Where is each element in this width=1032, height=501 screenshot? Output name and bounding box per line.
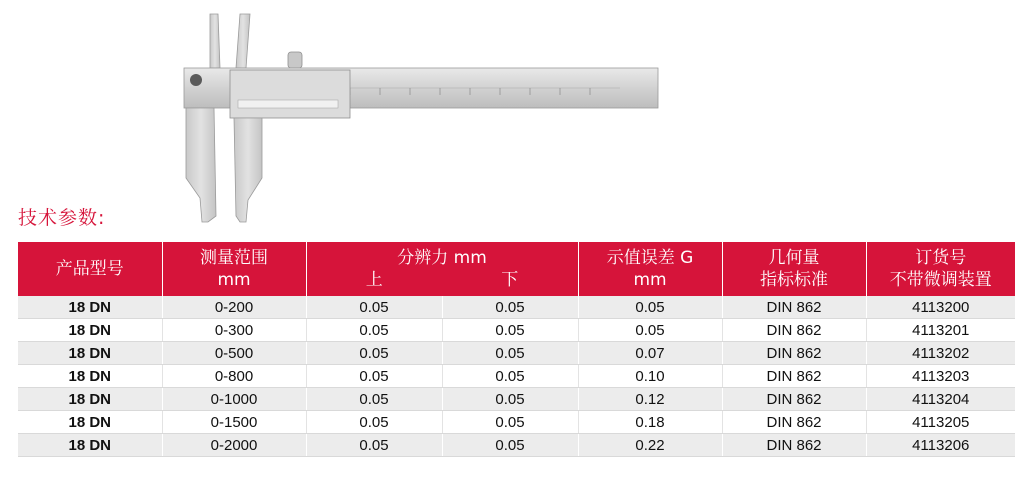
table-row: [18, 411, 1015, 434]
cell-model: 18 DN: [18, 342, 162, 365]
caliper-product-image: [180, 8, 680, 236]
header-standard: 几何量 指标标准: [722, 242, 866, 296]
cell-error: 0.05: [578, 296, 722, 319]
cell-range: 0-500: [162, 342, 306, 365]
cell-res-upper: 0.05: [306, 319, 442, 342]
cell-res-lower: 0.05: [442, 296, 578, 319]
cell-res-lower: 0.05: [442, 342, 578, 365]
header-resolution-lower: 下: [501, 270, 519, 290]
table-row: [18, 388, 1015, 411]
cell-model: 18 DN: [18, 388, 162, 411]
cell-standard: DIN 862: [722, 296, 866, 319]
cell-standard: DIN 862: [722, 342, 866, 365]
cell-standard: DIN 862: [722, 365, 866, 388]
cell-model: 18 DN: [18, 296, 162, 319]
cell-res-upper: 0.05: [306, 434, 442, 457]
header-resolution: 分辨力 mm 上 下: [306, 242, 578, 296]
cell-order: 4113205: [866, 411, 1015, 434]
cell-model: 18 DN: [18, 411, 162, 434]
header-resolution-upper: 上: [365, 270, 383, 290]
cell-res-upper: 0.05: [306, 296, 442, 319]
cell-model: 18 DN: [18, 365, 162, 388]
cell-range: 0-200: [162, 296, 306, 319]
cell-range: 0-1500: [162, 411, 306, 434]
cell-standard: DIN 862: [722, 411, 866, 434]
cell-order: 4113201: [866, 319, 1015, 342]
cell-res-lower: 0.05: [442, 365, 578, 388]
cell-res-lower: 0.05: [442, 388, 578, 411]
table-row: [18, 319, 1015, 342]
cell-res-lower: 0.05: [442, 434, 578, 457]
cell-order: 4113204: [866, 388, 1015, 411]
cell-model: 18 DN: [18, 319, 162, 342]
cell-res-upper: 0.05: [306, 411, 442, 434]
cell-res-upper: 0.05: [306, 388, 442, 411]
cell-range: 0-1000: [162, 388, 306, 411]
cell-res-lower: 0.05: [442, 411, 578, 434]
table-row: [18, 342, 1015, 365]
cell-res-upper: 0.05: [306, 342, 442, 365]
header-range: 测量范围 mm: [162, 242, 306, 296]
cell-res-lower: 0.05: [442, 319, 578, 342]
table-row: [18, 434, 1015, 457]
cell-range: 0-800: [162, 365, 306, 388]
header-model: 产品型号: [18, 242, 162, 296]
cell-order: 4113203: [866, 365, 1015, 388]
cell-standard: DIN 862: [722, 434, 866, 457]
cell-error: 0.18: [578, 411, 722, 434]
cell-error: 0.22: [578, 434, 722, 457]
cell-standard: DIN 862: [722, 319, 866, 342]
cell-range: 0-300: [162, 319, 306, 342]
cell-error: 0.07: [578, 342, 722, 365]
cell-model: 18 DN: [18, 434, 162, 457]
header-error: 示值误差 G mm: [578, 242, 722, 296]
spec-table: [18, 242, 1015, 457]
cell-order: 4113206: [866, 434, 1015, 457]
cell-order: 4113202: [866, 342, 1015, 365]
table-row: [18, 365, 1015, 388]
table-row: [18, 296, 1015, 319]
cell-error: 0.12: [578, 388, 722, 411]
cell-res-upper: 0.05: [306, 365, 442, 388]
cell-standard: DIN 862: [722, 388, 866, 411]
cell-range: 0-2000: [162, 434, 306, 457]
cell-error: 0.10: [578, 365, 722, 388]
cell-order: 4113200: [866, 296, 1015, 319]
header-order-number: 订货号 不带微调装置: [866, 242, 1015, 296]
section-title: 技术参数:: [18, 207, 106, 229]
cell-error: 0.05: [578, 319, 722, 342]
